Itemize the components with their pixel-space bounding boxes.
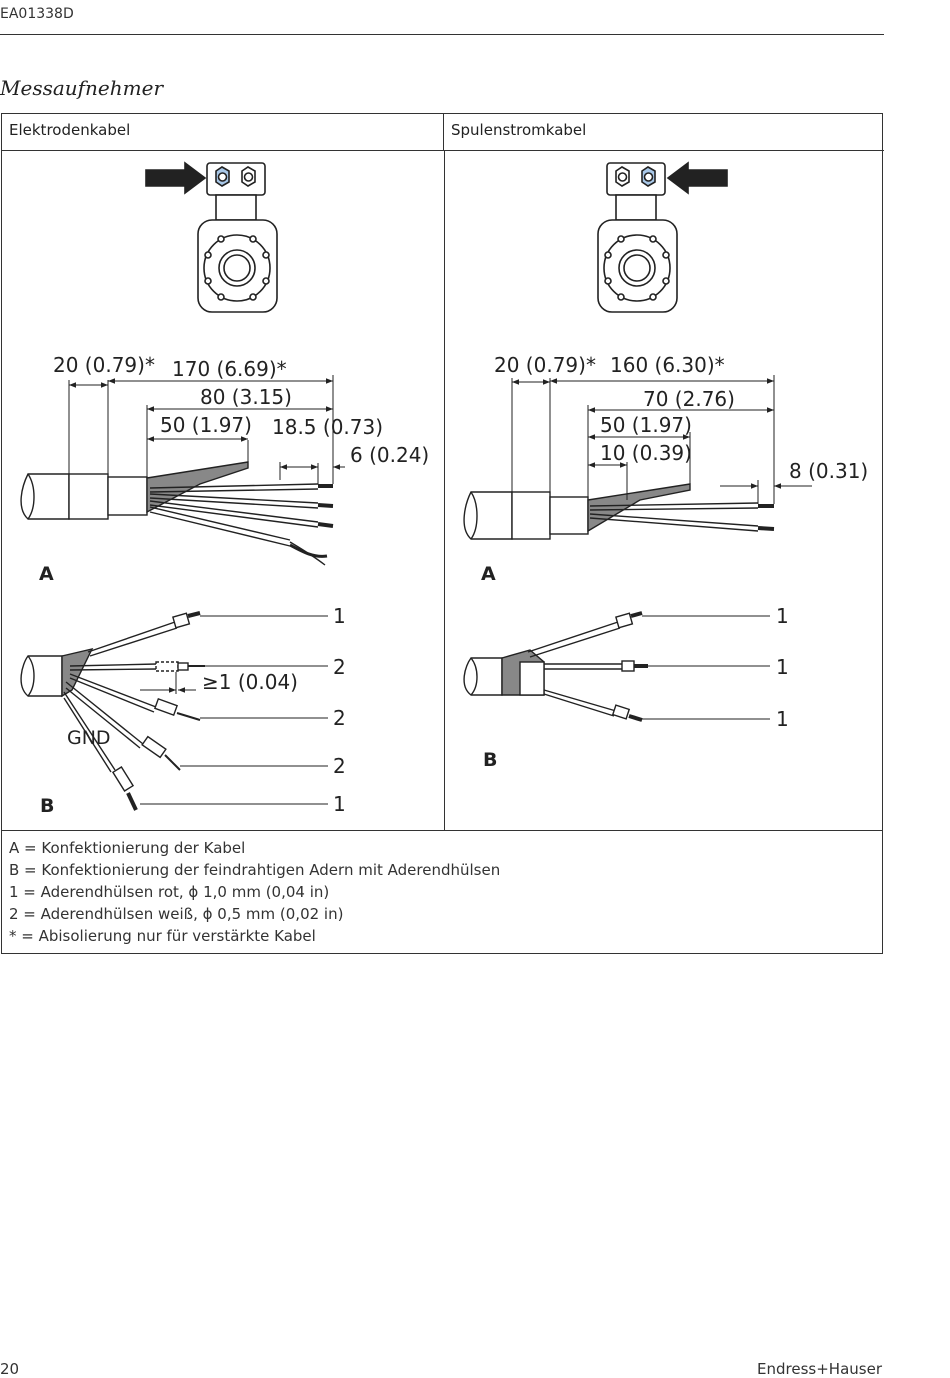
legend-item-2: 2 = Aderendhülsen weiß, ϕ 0,5 mm (0,02 in) bbox=[9, 905, 344, 923]
right-cable-a bbox=[464, 484, 774, 539]
right-b-callout-3: 1 bbox=[776, 707, 789, 731]
header-electrode-cable: Elektrodenkabel bbox=[2, 114, 444, 151]
left-label-a: A bbox=[39, 563, 54, 585]
legend-item-b: B = Konfektionierung der feindrahtigen Adern mit Aderendhülsen bbox=[9, 861, 501, 879]
right-b-leaders bbox=[642, 616, 770, 719]
left-b-callout-4: 2 bbox=[333, 754, 346, 778]
left-dim-1: 20 (0.79)* bbox=[53, 353, 155, 377]
footer-brand: Endress+Hauser bbox=[757, 1360, 882, 1378]
left-b-callout-5: 1 bbox=[333, 792, 346, 816]
header-coil-cable: Spulenstromkabel bbox=[444, 114, 884, 151]
right-b-callout-1: 1 bbox=[776, 604, 789, 628]
right-label-b: B bbox=[483, 749, 498, 771]
right-dim-4: 50 (1.97) bbox=[600, 413, 692, 437]
legend-item-1: 1 = Aderendhülsen rot, ϕ 1,0 mm (0,04 in) bbox=[9, 883, 330, 901]
left-b-gap-dim: ≥1 (0.04) bbox=[202, 670, 298, 694]
sensor-left-icon bbox=[146, 163, 277, 312]
left-b-gnd-label: GND bbox=[67, 727, 111, 749]
left-cable-b bbox=[21, 613, 205, 810]
left-b-callout-2: 2 bbox=[333, 655, 346, 679]
left-b-callout-3: 2 bbox=[333, 706, 346, 730]
right-label-a: A bbox=[481, 563, 496, 585]
sensor-right-icon bbox=[598, 163, 727, 312]
left-dim-3: 80 (3.15) bbox=[200, 385, 292, 409]
legend-item-star: * = Abisolierung nur für verstärkte Kabel bbox=[9, 927, 316, 945]
left-b-callout-1: 1 bbox=[333, 604, 346, 628]
right-dim-3: 70 (2.76) bbox=[643, 387, 735, 411]
left-cable-a bbox=[21, 462, 333, 565]
document-id: EA01338D bbox=[0, 6, 74, 22]
left-dim-6: 6 (0.24) bbox=[350, 443, 430, 467]
section-title: Messaufnehmer bbox=[0, 76, 164, 100]
left-dim-2: 170 (6.69)* bbox=[172, 357, 287, 381]
left-dim-5: 18.5 (0.73) bbox=[272, 415, 384, 439]
right-dim-2: 160 (6.30)* bbox=[610, 353, 725, 377]
page-number: 20 bbox=[0, 1360, 20, 1378]
legend-item-a: A = Konfektionierung der Kabel bbox=[9, 839, 246, 857]
right-dim-6: 8 (0.31) bbox=[789, 459, 869, 483]
right-b-callout-2: 1 bbox=[776, 655, 789, 679]
right-dim-1: 20 (0.79)* bbox=[494, 353, 596, 377]
right-cable-b bbox=[464, 613, 648, 720]
left-dim-4: 50 (1.97) bbox=[160, 413, 252, 437]
right-dim-5: 10 (0.39) bbox=[600, 441, 692, 465]
left-label-b: B bbox=[40, 795, 55, 817]
